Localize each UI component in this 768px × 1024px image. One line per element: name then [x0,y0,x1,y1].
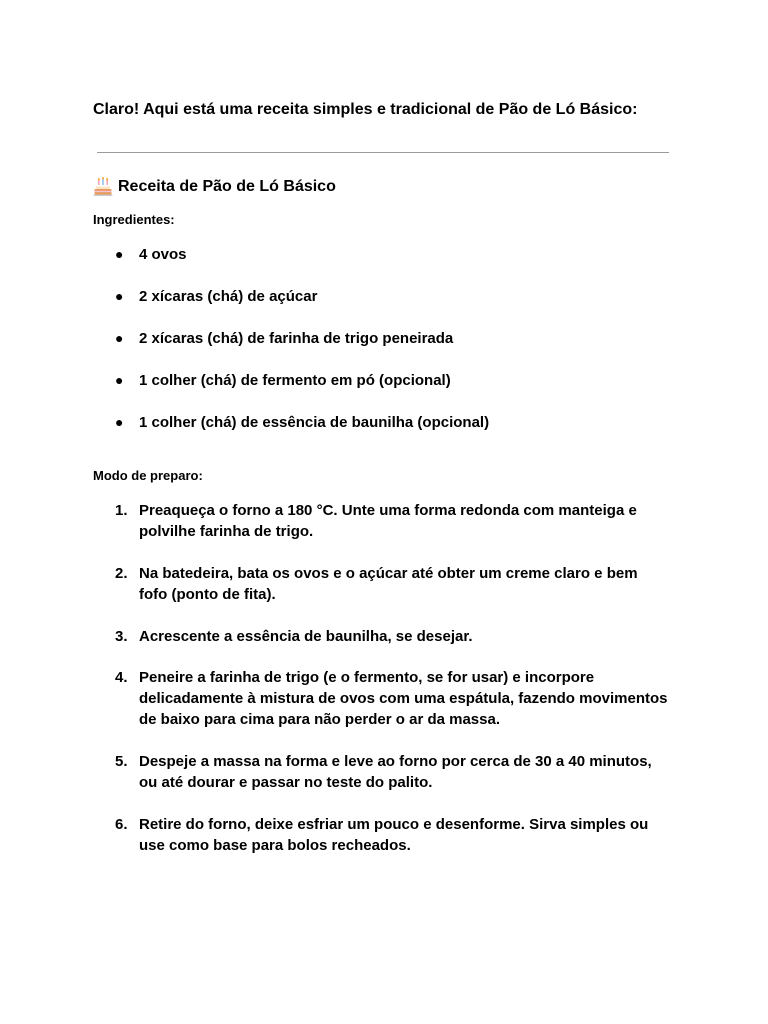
bullet-icon: ● [115,330,124,346]
bullet-icon: ● [115,414,124,430]
horizontal-divider [97,152,669,153]
recipe-title: Receita de Pão de Ló Básico [118,178,336,195]
step-number: 6. [115,816,128,833]
ingredients-label: Ingredientes: [93,212,175,227]
bullet-icon: ● [115,288,124,304]
intro-text: Claro! Aqui está uma receita simples e tradicional de Pão de Ló Básico: [93,101,638,118]
step-number: 1. [115,502,128,519]
cake-icon [93,177,113,197]
step-text: Acrescente a essência de baunilha, se desejar. [139,628,473,645]
method-label: Modo de preparo: [93,468,203,483]
step-number: 3. [115,628,128,645]
step-text: Na batedeira, bata os ovos e o açúcar até obter um creme claro e bem fofo (ponto de fita). [139,565,638,603]
step-number: 4. [115,669,128,686]
recipe-title-row [93,176,336,198]
step-number: 5. [115,753,128,770]
document-page: Claro! Aqui está uma receita simples e tradicional de Pão de Ló Básico: Receita de Pão de Ló Básico Ingredientes: ● 4 ovos ● 2 xícaras (chá) de açúcar ● 2 xícaras (chá) de farinha de trigo peneirada ● 1 colher (chá) de fermento em pó (opcional) ● 1 colher (chá) de essência de baunilha (opcional) Modo de preparo: 1. Preaqueça o forno a 180 °C. Unte uma forma redonda com manteiga e polvilhe farinha de trigo. 2. Na batedeira, bata os ovos e o açúcar até obter um creme claro e bem fofo (ponto de fita). 3. Acrescente a essência de baunilha, se desejar. 4. Peneire a farinha de trigo (e o fermento, se for usar) e incorpore delicadamente à mistura de ovos com uma espátula, fazendo movimentos de baixo para cima para não perder o ar da massa. 5. Despeje a massa na forma e leve ao forno por cerca de 30 a 40 minutos, ou até dourar e passar no teste do palito. 6. Retire do forno, deixe esfriar um pouco e desenforme. Sirva simples ou use como base para bolos recheados. [93,101,668,854]
step-text: Retire do forno, deixe esfriar um pouco e desenforme. Sirva simples ou use como base para bolos recheados. [139,816,649,854]
step-text: Despeje a massa na forma e leve ao forno por cerca de 30 a 40 minutos, ou até dourar e passar no teste do palito. [139,753,652,791]
step-text: Peneire a farinha de trigo (e o fermento, se for usar) e incorpore delicadamente à mistura de ovos com uma espátula, fazendo movimentos de baixo para cima para não perder o ar da massa. [139,669,668,728]
bullet-icon: ● [115,372,124,388]
step-text: Preaqueça o forno a 180 °C. Unte uma forma redonda com manteiga e polvilhe farinha de trigo. [139,502,637,540]
step-number: 2. [115,565,128,582]
bullet-icon: ● [115,246,124,262]
